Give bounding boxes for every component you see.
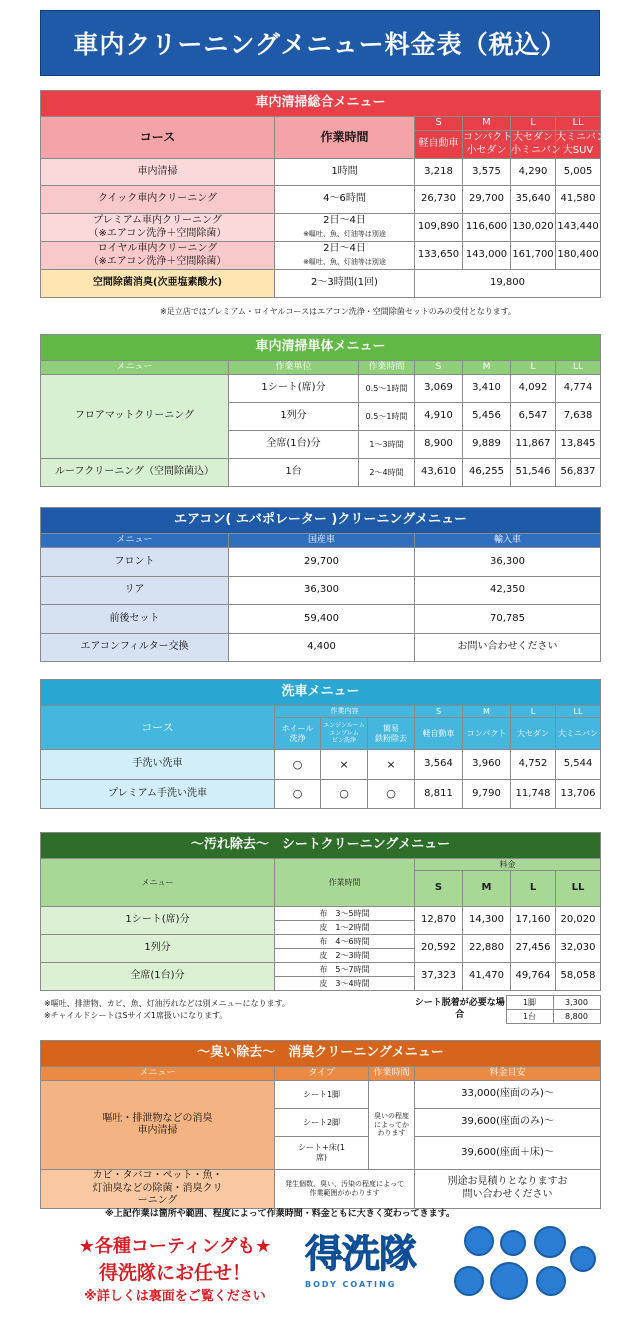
table-row [41,1170,601,1209]
price-cell: 3,960 [463,750,511,780]
work-unit: 1台 [229,459,359,487]
detach-qty: 1脚 [506,996,553,1010]
price-cell: 35,640 [511,186,556,214]
section-title: 車内清掃総合メニュー [41,91,601,117]
wheel-icon [454,1266,484,1296]
section-title: 洗車メニュー [41,680,601,706]
type-header: コンパクト [463,718,511,750]
size-header: LL [556,706,601,718]
type-cell: シート+床(1席) [275,1137,369,1170]
deodorize-table [40,1040,601,1209]
table-row [41,459,601,487]
table-row [41,605,601,634]
size-header: M [463,706,511,718]
type-header: 大セダン 小ミニバン [511,131,556,159]
course-name: ロイヤル車内クリーニング （※エアコン洗浄＋空間除菌） [41,242,275,270]
price-cell: 3,575 [463,159,511,186]
work-time: 皮 3～4時間 [275,977,415,991]
price-cell: 別途お見積りとなりますお問い合わせください [415,1170,601,1209]
column-header: L [511,361,556,375]
mark-cell: ○ [275,780,321,809]
work-time: 2日～4日 ※嘔吐、魚、灯油等は別途 [275,214,415,242]
size-header: L [511,871,556,907]
table-row [41,935,601,949]
mark-cell: × [321,750,368,780]
column-header: 作業時間 [275,859,415,907]
price-cell: 33,000(座面のみ)～ [415,1081,601,1109]
table-row [41,780,601,809]
mark-cell: ○ [321,780,368,809]
detach-qty: 1台 [506,1010,553,1024]
logo-text: 得洗隊 [305,1232,417,1276]
price-cell: 180,400 [556,242,601,270]
size-header-l: L [511,117,556,131]
type-header: 大ミニバン [556,718,601,750]
table-row [41,186,601,214]
price-cell: 13,845 [556,431,601,459]
price-cell: 36,300 [415,548,601,577]
price-cell: 133,650 [415,242,463,270]
course-name: 空間除菌消臭(次亜塩素酸水) [41,270,275,298]
mark-cell: ○ [275,750,321,780]
detach-price: 8,800 [553,1010,600,1024]
menu-name: フロアマットクリーニング [41,375,229,459]
price-cell: 5,005 [556,159,601,186]
menu-name: カビ・タバコ・ペット・魚・灯油臭などの除菌・消臭クリーニング [41,1170,275,1209]
price-cell: 17,160 [511,907,556,935]
work-unit: 1列分 [229,403,359,431]
course-name: 車内清掃 [41,159,275,186]
course-name: プレミアム車内クリーニング （※エアコン洗浄＋空間除菌） [41,214,275,242]
price-cell: 3,410 [463,375,511,403]
price-cell: 13,706 [556,780,601,809]
service-icons [450,1226,600,1312]
note: ※足立店ではプレミアム・ロイヤルコースはエアコン洗浄・空間除菌セットのみの受付となります。 [160,307,517,316]
work-time: 布 4～6時間 [275,935,415,949]
column-header: M [463,361,511,375]
column-header: タイプ [275,1067,369,1081]
section-title: ～臭い除去～ 消臭クリーニングメニュー [41,1041,601,1067]
price-cell: 49,764 [511,963,556,991]
mark-cell: × [368,750,415,780]
page-title: 車内クリーニングメニュー料金表（税込） [40,10,600,76]
table-row [41,214,601,242]
promo-line-1: ★各種コーティングも★ [78,1236,272,1257]
price-cell: 5,544 [556,750,601,780]
table-row [41,1081,601,1109]
price-cell: 70,785 [415,605,601,634]
size-header: S [415,706,463,718]
price-cell: 42,350 [415,577,601,605]
column-header: メニュー [41,361,229,375]
table-row [41,577,601,605]
price-cell: 116,600 [463,214,511,242]
general-cleaning-table [40,90,606,298]
price-cell: 4,752 [511,750,556,780]
price-cell: 12,870 [415,907,463,935]
price-cell: 143,000 [463,242,511,270]
price-cell: 39,600(座面＋床)～ [415,1137,601,1170]
menu-name: エアコンフィルター交換 [41,634,229,662]
seat-cleaning-table [40,832,601,991]
table-row [41,375,601,403]
price-cell: 29,700 [229,548,415,577]
course-name: プレミアム手洗い洗車 [41,780,275,809]
type-header: 大セダン [511,718,556,750]
price-cell: 27,456 [511,935,556,963]
column-header: メニュー [41,859,275,907]
price-cell: 11,867 [511,431,556,459]
work-time: 皮 1～2時間 [275,921,415,935]
menu-name: ルーフクリーニング（空間除菌込） [41,459,229,487]
tire-icon [570,1246,596,1272]
menu-name: 前後セット [41,605,229,634]
spray-icon [534,1226,566,1258]
price-cell: 36,300 [229,577,415,605]
work-time: 2日～4日 ※嘔吐、魚、灯油等は別途 [275,242,415,270]
work-time: 0.5～1時間 [359,375,415,403]
work-time: 2～3時間(1回) [275,270,415,298]
type-cell: 発生個数、臭い、汚染の程度によって作業範囲がかわります [275,1170,415,1209]
size-header: M [463,871,511,907]
price-cell: 58,058 [556,963,601,991]
car-icon [500,1230,526,1256]
menu-name: 全席(1台)分 [41,963,275,991]
course-name: クイック車内クリーニング [41,186,275,214]
mark-cell: ○ [368,780,415,809]
menu-name: フロント [41,548,229,577]
column-header: 作業時間 [359,361,415,375]
menu-name: 1シート(席)分 [41,907,275,935]
size-header-m: M [463,117,511,131]
section-title: エアコン( エバポレーター )クリーニングメニュー [41,508,601,534]
course-name: 手洗い洗車 [41,750,275,780]
menu-name: 嘔吐・排泄物などの消臭車内清掃 [41,1081,275,1170]
price-cell: 3,218 [415,159,463,186]
work-time: 皮 2～3時間 [275,949,415,963]
work-time: 4～6時間 [275,186,415,214]
work-time: 1時間 [275,159,415,186]
price-cell: 29,700 [463,186,511,214]
price-cell: 41,470 [463,963,511,991]
note: ※チャイルドシートはSサイズ1席扱いになります。 [44,1011,228,1020]
column-header-course: コース [41,706,275,750]
price-cell: 41,580 [556,186,601,214]
logo-subtext: BODY COATING [305,1280,397,1289]
price-cell: 4,774 [556,375,601,403]
detach-price: 3,300 [553,996,600,1010]
price-cell: 20,020 [556,907,601,935]
type-cell: シート1脚 [275,1081,369,1109]
type-header: 大ミニバン 大SUV [556,131,601,159]
work-header: エンジンルーム エンブレム ビン洗浄 [321,718,368,750]
work-time: 布 5～7時間 [275,963,415,977]
column-header: S [415,361,463,375]
table-row [41,270,601,298]
type-header: 軽自動車 [415,718,463,750]
column-header-time: 作業時間 [275,117,415,159]
price-cell: 3,069 [415,375,463,403]
price-cell: 130,020 [511,214,556,242]
column-header: メニュー [41,534,229,548]
price-cell: 46,255 [463,459,511,487]
price-cell: 26,730 [415,186,463,214]
price-cell: 20,592 [415,935,463,963]
price-cell: 56,837 [556,459,601,487]
column-header: 料金 [415,859,601,871]
menu-name: リア [41,577,229,605]
work-time: 1～3時間 [359,431,415,459]
work-unit: 1シート(席)分 [229,375,359,403]
seat-detach-table [414,995,601,1024]
column-header: メニュー [41,1067,275,1081]
section-title: 車内清掃単体メニュー [41,335,601,361]
size-header: L [511,706,556,718]
price-cell: 11,748 [511,780,556,809]
price-cell: 4,290 [511,159,556,186]
table-row [41,159,601,186]
price-cell: 22,880 [463,935,511,963]
table-row [41,750,601,780]
section-title: ～汚れ除去～ シートクリーニングメニュー [41,833,601,859]
price-cell: 143,440 [556,214,601,242]
promo-block [50,1232,300,1304]
work-unit: 全席(1台)分 [229,431,359,459]
type-header: 軽自動車 [415,131,463,159]
seat-icon [464,1226,494,1256]
menu-name: 1列分 [41,935,275,963]
price-cell: 43,610 [415,459,463,487]
price-cell: 109,890 [415,214,463,242]
brush-icon [490,1262,528,1300]
single-cleaning-table [40,334,601,487]
type-header: コンパクト 小セダン [463,131,511,159]
size-header: S [415,871,463,907]
price-cell: 9,889 [463,431,511,459]
work-time: 2～4時間 [359,459,415,487]
price-cell: 6,547 [511,403,556,431]
car-wash-table [40,679,601,809]
price-cell: 8,811 [415,780,463,809]
price-cell: 51,546 [511,459,556,487]
price-cell: 3,564 [415,750,463,780]
note: ※上記作業は箇所や範囲、程度によって作業時間・料金ともに大きく変わってきます。 [105,1209,455,1219]
promo-line-3: ※詳しくは裏面をご覧ください [84,1289,266,1304]
column-header: 国産車 [229,534,415,548]
price-cell: 4,910 [415,403,463,431]
size-header-ll: LL [556,117,601,131]
column-header: 作業時間 [369,1067,415,1081]
price-cell: 19,800 [415,270,601,298]
brand-logo [305,1228,445,1308]
work-time: 臭いの程度によってかわります [369,1081,415,1170]
price-cell: 5,456 [463,403,511,431]
type-cell: シート2脚 [275,1109,369,1137]
work-header: ホイール 洗浄 [275,718,321,750]
work-header: 簡易 鉄粉除去 [368,718,415,750]
price-cell: 4,092 [511,375,556,403]
price-cell: 9,790 [463,780,511,809]
detach-label: シート脱着が必要な場合 [414,998,505,1020]
table-row [41,548,601,577]
price-cell: 39,600(座面のみ)～ [415,1109,601,1137]
price-cell: 4,400 [229,634,415,662]
table-row [41,907,601,921]
work-time: 0.5～1時間 [359,403,415,431]
size-header: LL [556,871,601,907]
price-cell: 32,030 [556,935,601,963]
price-cell: 8,900 [415,431,463,459]
price-cell: 14,300 [463,907,511,935]
vehicle-icon [536,1266,566,1296]
note: ※嘔吐、排泄物、カビ、魚、灯油汚れなどは別メニューになります。 [44,999,290,1008]
size-header-s: S [415,117,463,131]
column-header: 料金目安 [415,1067,601,1081]
column-header: 輸入車 [415,534,601,548]
price-cell: 59,400 [229,605,415,634]
table-row [41,242,601,270]
column-header-course: コース [41,117,275,159]
price-cell: お問い合わせください [415,634,601,662]
price-cell: 7,638 [556,403,601,431]
aircon-cleaning-table [40,507,601,662]
table-row [41,634,601,662]
price-cell: 37,323 [415,963,463,991]
table-row [41,963,601,977]
promo-line-2: 得洗隊にお任せ！ [98,1262,251,1284]
work-time: 布 3～5時間 [275,907,415,921]
column-header: 作業単位 [229,361,359,375]
column-header: LL [556,361,601,375]
price-cell: 161,700 [511,242,556,270]
column-header-work: 作業内容 [275,706,415,718]
